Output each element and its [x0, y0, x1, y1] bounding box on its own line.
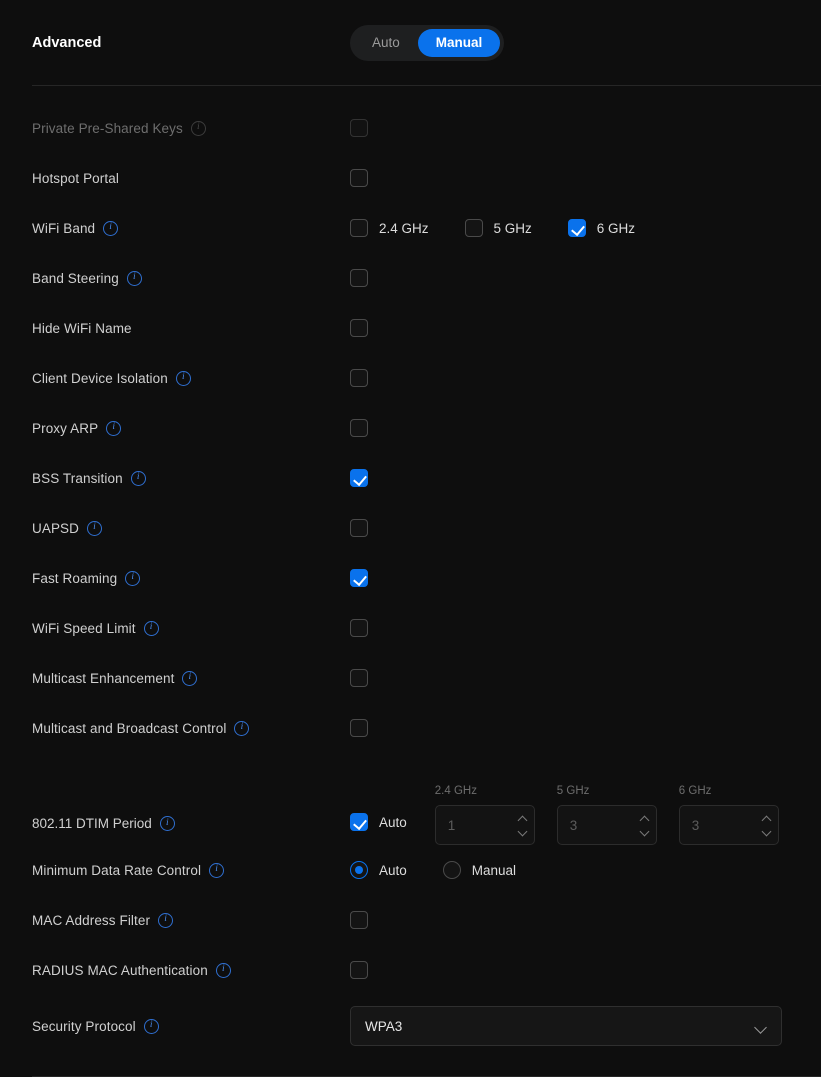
setting-label-text: Minimum Data Rate Control: [32, 862, 202, 878]
radio-option-manual[interactable]: [443, 861, 516, 879]
chevron-down-icon[interactable]: [519, 828, 528, 834]
stepper-arrows: [641, 817, 650, 834]
setting-row-fast-roaming: [0, 553, 821, 603]
mode-option-auto[interactable]: Auto: [372, 35, 400, 50]
wifi-band-option-6ghz[interactable]: [568, 219, 635, 237]
dtim-auto-toggle[interactable]: [350, 813, 407, 845]
dtim-input-value: 3: [691, 817, 700, 833]
info-icon[interactable]: i: [125, 571, 140, 586]
checkbox-hotspot-portal[interactable]: [350, 169, 368, 187]
info-icon[interactable]: i: [191, 121, 206, 136]
wifi-band-option-2-4ghz[interactable]: [350, 219, 429, 237]
radio-label: Manual: [471, 862, 517, 878]
page-title: Advanced: [32, 34, 102, 51]
checkbox-band-steering[interactable]: [350, 269, 368, 287]
panel-header: [0, 0, 821, 85]
dtim-value-fields: [435, 785, 779, 845]
row-control: [350, 319, 368, 337]
setting-row-mac-address-filter: [0, 895, 821, 945]
setting-row-multicast-enhancement: [0, 653, 821, 703]
radio-label: Auto: [379, 862, 407, 878]
setting-row-hotspot-portal: [0, 153, 821, 203]
row-control: [350, 169, 368, 187]
row-control: [350, 785, 779, 845]
dtim-field-caption: 5 GHz: [556, 785, 590, 797]
row-label: [32, 571, 350, 586]
info-icon[interactable]: i: [234, 721, 249, 736]
dtim-field-2-4ghz: [435, 785, 535, 845]
row-label: [32, 913, 350, 928]
checkbox-dtim-auto[interactable]: [350, 813, 368, 831]
info-icon[interactable]: i: [131, 471, 146, 486]
info-icon[interactable]: i: [144, 621, 159, 636]
row-control: [350, 619, 368, 637]
dtim-field-6ghz: [679, 785, 779, 845]
setting-row-minimum-data-rate-control: [0, 845, 821, 895]
checkbox-bss-transition[interactable]: [350, 469, 368, 487]
setting-row-band-steering: [0, 253, 821, 303]
band-label: 6 GHz: [596, 220, 636, 236]
security-protocol-select[interactable]: [350, 1006, 782, 1046]
row-label: [32, 221, 350, 236]
setting-row-bss-transition: [0, 453, 821, 503]
setting-label-text: Private Pre-Shared Keys: [32, 120, 183, 136]
setting-label-text: Fast Roaming: [32, 570, 118, 586]
info-icon[interactable]: i: [127, 271, 142, 286]
setting-row-dtim-period: [0, 753, 821, 845]
row-control: [350, 219, 635, 237]
radio-min-rate-auto[interactable]: [350, 861, 368, 879]
info-icon[interactable]: i: [158, 913, 173, 928]
row-label: [32, 863, 350, 878]
row-label: [32, 621, 350, 636]
row-label: [32, 171, 350, 186]
row-control: [350, 861, 516, 879]
row-control: [350, 911, 368, 929]
setting-row-wifi-band: [0, 203, 821, 253]
wifi-band-checkbox-group: [350, 219, 635, 237]
setting-label-text: RADIUS MAC Authentication: [32, 962, 208, 978]
setting-label-text: Security Protocol: [32, 1018, 136, 1034]
setting-label-text: Hotspot Portal: [32, 170, 119, 186]
row-label: [32, 816, 350, 845]
chevron-up-icon[interactable]: [519, 817, 528, 823]
dtim-input-value: 3: [569, 817, 578, 833]
setting-row-client-device-isolation: [0, 353, 821, 403]
setting-row-multicast-and-broadcast-control: [0, 703, 821, 753]
row-control: [350, 719, 368, 737]
radio-option-auto[interactable]: [350, 861, 407, 879]
setting-label-text: Multicast Enhancement: [32, 670, 175, 686]
dtim-input-value: 1: [447, 817, 456, 833]
setting-row-uapsd: [0, 503, 821, 553]
row-control: [350, 519, 368, 537]
row-label: [32, 121, 350, 136]
setting-label-text: 802.11 DTIM Period: [32, 816, 152, 831]
setting-row-radius-mac-authentication: [0, 945, 821, 995]
chevron-down-icon[interactable]: [756, 1023, 767, 1030]
row-label: [32, 321, 350, 336]
row-control: [350, 669, 368, 687]
info-icon[interactable]: i: [144, 1019, 159, 1034]
chevron-down-icon[interactable]: [641, 828, 650, 834]
info-icon[interactable]: i: [182, 671, 197, 686]
dtim-field-caption: 2.4 GHz: [434, 785, 477, 797]
row-label: [32, 521, 350, 536]
dtim-input-6ghz[interactable]: [679, 805, 779, 845]
row-control: [350, 119, 368, 137]
setting-label-text: BSS Transition: [32, 470, 123, 486]
setting-row-private-pre-shared-keys: [0, 103, 821, 153]
row-control: [350, 569, 368, 587]
info-icon[interactable]: i: [209, 863, 224, 878]
row-label: [32, 1019, 350, 1034]
info-icon[interactable]: i: [160, 816, 175, 831]
row-control: [350, 419, 368, 437]
setting-label-text: WiFi Speed Limit: [32, 620, 136, 636]
row-label: [32, 421, 350, 436]
wifi-band-option-5ghz[interactable]: [465, 219, 532, 237]
band-label: 2.4 GHz: [379, 220, 429, 236]
setting-label-text: Multicast and Broadcast Control: [32, 720, 227, 736]
setting-row-wifi-speed-limit: [0, 603, 821, 653]
row-label: [32, 271, 350, 286]
row-control: [350, 961, 368, 979]
dtim-auto-label: Auto: [379, 814, 407, 830]
row-label: [32, 721, 350, 736]
setting-label-text: Band Steering: [32, 270, 119, 286]
info-icon[interactable]: i: [216, 963, 231, 978]
checkbox-radius-mac-authentication[interactable]: [350, 961, 368, 979]
info-icon[interactable]: i: [103, 221, 118, 236]
row-label: [32, 671, 350, 686]
info-icon[interactable]: i: [87, 521, 102, 536]
chevron-down-icon[interactable]: [763, 828, 772, 834]
setting-label-text: MAC Address Filter: [32, 912, 151, 928]
dtim-field-5ghz: [557, 785, 657, 845]
checkbox-multicast-and-broadcast-control[interactable]: [350, 719, 368, 737]
checkbox-wifi-speed-limit[interactable]: [350, 619, 368, 637]
info-icon[interactable]: i: [176, 371, 191, 386]
chevron-up-icon[interactable]: [641, 817, 650, 823]
row-label: [32, 963, 350, 978]
setting-row-proxy-arp: [0, 403, 821, 453]
chevron-up-icon[interactable]: [763, 817, 772, 823]
info-icon[interactable]: i: [106, 421, 121, 436]
checkbox-band-6ghz[interactable]: [568, 219, 586, 237]
band-label: 5 GHz: [493, 220, 532, 236]
mode-option-manual[interactable]: Manual: [418, 29, 501, 57]
checkbox-private-pre-shared-keys[interactable]: [350, 119, 368, 137]
checkbox-mac-address-filter[interactable]: [350, 911, 368, 929]
setting-label-text: Proxy ARP: [32, 420, 99, 436]
min-data-rate-radio-group: [350, 861, 516, 879]
checkbox-fast-roaming[interactable]: [350, 569, 368, 587]
checkbox-client-device-isolation[interactable]: [350, 369, 368, 387]
setting-label-text: WiFi Band: [32, 220, 96, 236]
dtim-input-5ghz[interactable]: [557, 805, 657, 845]
checkbox-band-2-4ghz[interactable]: [350, 219, 368, 237]
mode-segmented-control[interactable]: [350, 25, 504, 61]
row-control: [350, 469, 368, 487]
stepper-arrows: [763, 817, 772, 834]
radio-min-rate-manual[interactable]: [443, 861, 461, 879]
checkbox-hide-wifi-name[interactable]: [350, 319, 368, 337]
row-label: [32, 471, 350, 486]
row-control: [350, 369, 368, 387]
row-control: [350, 269, 368, 287]
checkbox-band-5ghz[interactable]: [465, 219, 483, 237]
setting-label-text: UAPSD: [32, 520, 80, 536]
setting-label-text: Hide WiFi Name: [32, 320, 132, 336]
setting-row-hide-wifi-name: [0, 303, 821, 353]
checkbox-proxy-arp[interactable]: [350, 419, 368, 437]
dtim-input-2-4ghz[interactable]: [435, 805, 535, 845]
security-protocol-value: WPA3: [365, 1018, 403, 1034]
checkbox-multicast-enhancement[interactable]: [350, 669, 368, 687]
checkbox-uapsd[interactable]: [350, 519, 368, 537]
dtim-field-caption: 6 GHz: [678, 785, 712, 797]
row-label: [32, 371, 350, 386]
setting-row-security-protocol: [0, 995, 821, 1057]
stepper-arrows: [519, 817, 528, 834]
settings-rows: [0, 86, 821, 1057]
setting-label-text: Client Device Isolation: [32, 370, 168, 386]
